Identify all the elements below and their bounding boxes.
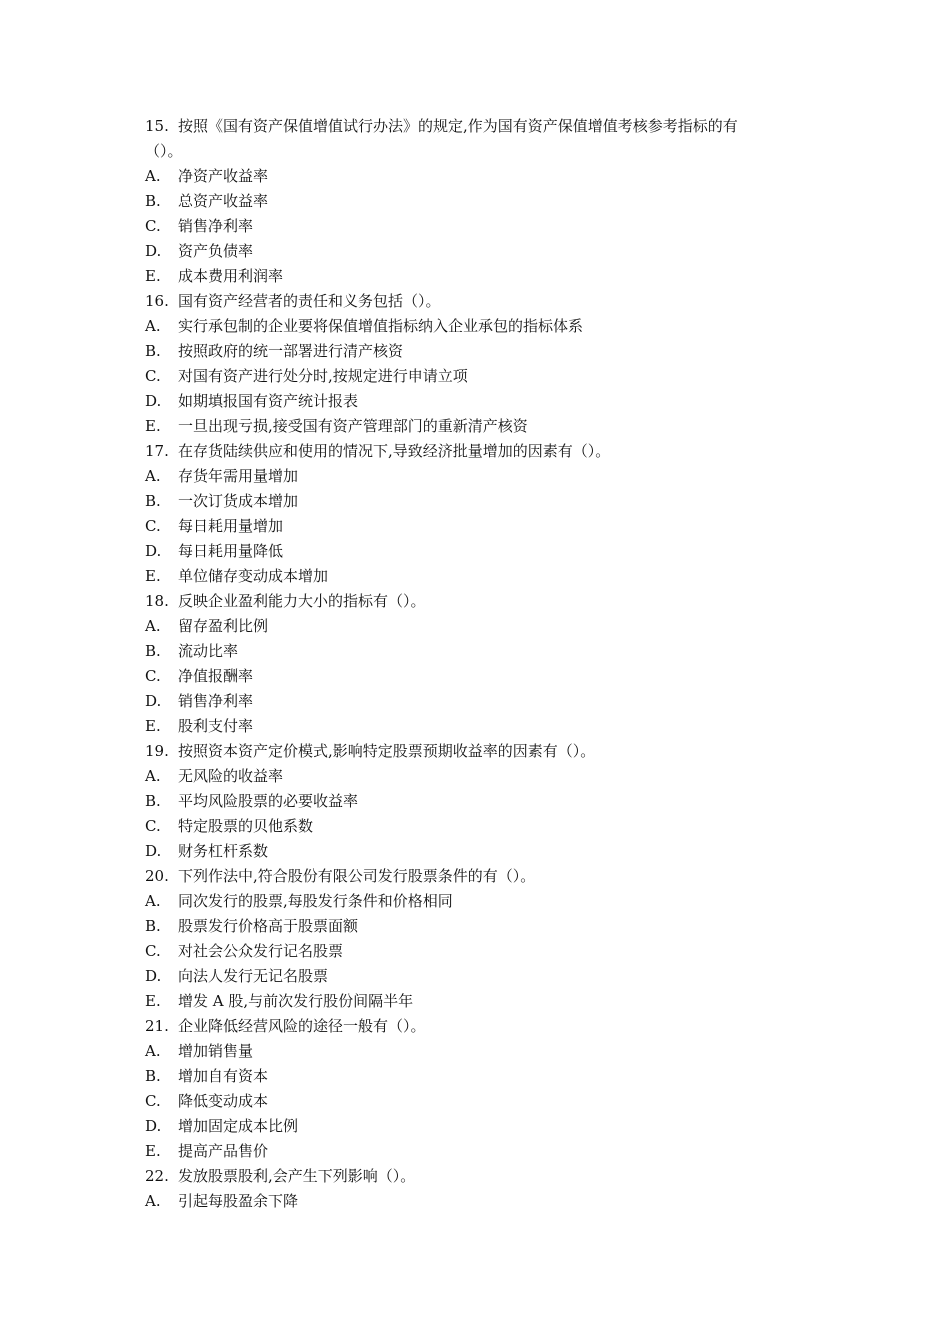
option-text: 每日耗用量增加: [178, 517, 284, 535]
option-item: [145, 914, 815, 939]
option-text: 股票发行价格高于股票面额: [178, 917, 359, 935]
option-letter: A.: [145, 1042, 161, 1060]
option-item: [145, 339, 815, 364]
question-list: [145, 114, 815, 1214]
question-number: 22.: [145, 1167, 169, 1185]
option-text: 按照政府的统一部署进行清产核资: [178, 342, 404, 360]
option-letter: E.: [145, 567, 161, 585]
option-item: [145, 1139, 815, 1164]
option-letter: E.: [145, 992, 161, 1010]
option-text: 成本费用利润率: [178, 267, 284, 285]
option-letter: B.: [145, 192, 161, 210]
option-text: 实行承包制的企业要将保值增值指标纳入企业承包的指标体系: [178, 317, 584, 335]
option-item: [145, 789, 815, 814]
option-letter: B.: [145, 792, 161, 810]
option-item: [145, 814, 815, 839]
question-stem: [145, 864, 815, 889]
question-number: 18.: [145, 592, 169, 610]
question-number: 19.: [145, 742, 169, 760]
option-item: [145, 389, 815, 414]
option-text: 流动比率: [178, 642, 239, 660]
option-letter: D.: [145, 692, 162, 710]
option-text: 特定股票的贝他系数: [178, 817, 314, 835]
option-item: [145, 464, 815, 489]
option-text: 增发 A 股,与前次发行股份间隔半年: [178, 992, 414, 1010]
question-stem: [145, 1164, 815, 1189]
option-text: 资产负债率: [178, 242, 254, 260]
option-letter: D.: [145, 542, 162, 560]
option-text: 存货年需用量增加: [178, 467, 299, 485]
option-item: [145, 539, 815, 564]
option-item: [145, 364, 815, 389]
option-letter: C.: [145, 817, 161, 835]
question-text: 按照《国有资产保值增值试行办法》的规定,作为国有资产保值增值考核参考指标的有: [178, 117, 738, 135]
option-text: 一旦出现亏损,接受国有资产管理部门的重新清产核资: [178, 417, 528, 435]
option-text: 留存盈利比例: [178, 617, 269, 635]
question-number: 16.: [145, 292, 169, 310]
option-text: 销售净利率: [178, 692, 254, 710]
option-text: 股利支付率: [178, 717, 254, 735]
option-text: 平均风险股票的必要收益率: [178, 792, 359, 810]
option-item: [145, 214, 815, 239]
option-text: 如期填报国有资产统计报表: [178, 392, 359, 410]
option-letter: E.: [145, 267, 161, 285]
option-letter: E.: [145, 417, 161, 435]
option-text: 净资产收益率: [178, 167, 269, 185]
option-letter: D.: [145, 842, 162, 860]
question-stem: [145, 589, 815, 614]
option-text: 单位储存变动成本增加: [178, 567, 329, 585]
option-letter: D.: [145, 1117, 162, 1135]
option-item: [145, 1189, 815, 1214]
option-item: [145, 264, 815, 289]
option-item: [145, 689, 815, 714]
option-text: 无风险的收益率: [178, 767, 284, 785]
option-item: [145, 889, 815, 914]
option-letter: C.: [145, 517, 161, 535]
option-letter: B.: [145, 492, 161, 510]
option-text: 增加销售量: [178, 1042, 254, 1060]
option-item: [145, 1064, 815, 1089]
option-item: [145, 1089, 815, 1114]
question-text: 国有资产经营者的责任和义务包括（）。: [178, 292, 441, 310]
option-text: 对社会公众发行记名股票: [178, 942, 344, 960]
question-stem: [145, 289, 815, 314]
question-number: 21.: [145, 1017, 169, 1035]
option-item: [145, 989, 815, 1014]
question-text-continuation: [145, 139, 815, 164]
option-text: 增加固定成本比例: [178, 1117, 299, 1135]
option-item: [145, 614, 815, 639]
option-item: [145, 489, 815, 514]
option-text: 对国有资产进行处分时,按规定进行申请立项: [178, 367, 468, 385]
option-item: [145, 664, 815, 689]
option-letter: C.: [145, 217, 161, 235]
question-text: 下列作法中,符合股份有限公司发行股票条件的有（）。: [178, 867, 536, 885]
option-letter: A.: [145, 317, 161, 335]
option-item: [145, 714, 815, 739]
option-text: 财务杠杆系数: [178, 842, 269, 860]
option-item: [145, 514, 815, 539]
option-letter: D.: [145, 392, 162, 410]
option-letter: C.: [145, 1092, 161, 1110]
option-letter: B.: [145, 642, 161, 660]
question-text: 发放股票股利,会产生下列影响（）。: [178, 1167, 416, 1185]
question-stem: [145, 439, 815, 464]
option-text: 增加自有资本: [178, 1067, 269, 1085]
option-text: 提高产品售价: [178, 1142, 269, 1160]
option-letter: A.: [145, 767, 161, 785]
option-text: 向法人发行无记名股票: [178, 967, 329, 985]
option-item: [145, 964, 815, 989]
option-letter: C.: [145, 667, 161, 685]
option-item: [145, 639, 815, 664]
option-text: 一次订货成本增加: [178, 492, 299, 510]
option-item: [145, 164, 815, 189]
option-item: [145, 764, 815, 789]
option-letter: E.: [145, 1142, 161, 1160]
question-number: 15.: [145, 117, 169, 135]
option-text: 净值报酬率: [178, 667, 254, 685]
option-letter: A.: [145, 167, 161, 185]
option-item: [145, 839, 815, 864]
question-text: 企业降低经营风险的途径一般有（）。: [178, 1017, 426, 1035]
option-text: 引起每股盈余下降: [178, 1192, 299, 1210]
question-text-wrap: （）。: [145, 142, 183, 160]
option-item: [145, 564, 815, 589]
question-stem: [145, 1014, 815, 1039]
option-letter: A.: [145, 617, 161, 635]
option-item: [145, 1114, 815, 1139]
option-letter: B.: [145, 1067, 161, 1085]
question-text: 按照资本资产定价模式,影响特定股票预期收益率的因素有（）。: [178, 742, 596, 760]
option-item: [145, 414, 815, 439]
option-item: [145, 189, 815, 214]
option-letter: B.: [145, 917, 161, 935]
option-item: [145, 939, 815, 964]
question-text: 在存货陆续供应和使用的情况下,导致经济批量增加的因素有（）。: [178, 442, 611, 460]
option-letter: A.: [145, 1192, 161, 1210]
option-text: 降低变动成本: [178, 1092, 269, 1110]
question-stem: [145, 114, 815, 139]
option-text: 销售净利率: [178, 217, 254, 235]
question-number: 20.: [145, 867, 169, 885]
option-letter: C.: [145, 942, 161, 960]
option-text: 每日耗用量降低: [178, 542, 284, 560]
option-letter: B.: [145, 342, 161, 360]
option-item: [145, 314, 815, 339]
option-letter: C.: [145, 367, 161, 385]
option-text: 同次发行的股票,每股发行条件和价格相同: [178, 892, 453, 910]
option-item: [145, 1039, 815, 1064]
question-number: 17.: [145, 442, 169, 460]
option-item: [145, 239, 815, 264]
option-letter: A.: [145, 467, 161, 485]
option-letter: A.: [145, 892, 161, 910]
option-text: 总资产收益率: [178, 192, 269, 210]
option-letter: D.: [145, 242, 162, 260]
option-letter: E.: [145, 717, 161, 735]
option-letter: D.: [145, 967, 162, 985]
question-text: 反映企业盈利能力大小的指标有（）。: [178, 592, 426, 610]
question-stem: [145, 739, 815, 764]
